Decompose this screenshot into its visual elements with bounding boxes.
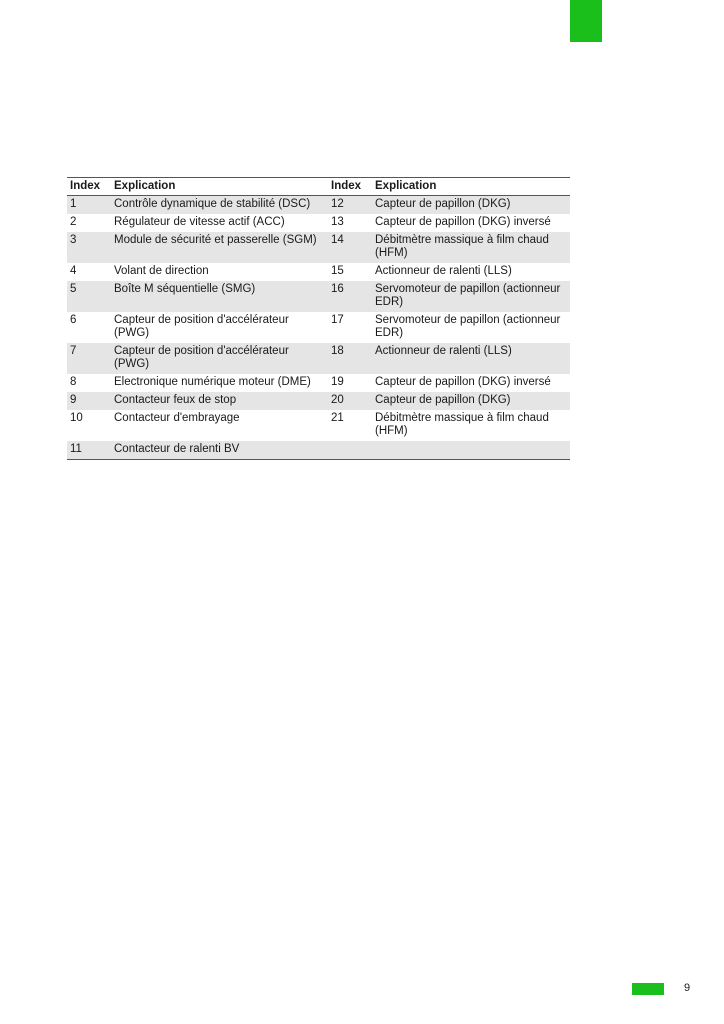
table-row [67,312,570,343]
row-explication-right [372,441,570,460]
row-explication-left: Contrôle dynamique de stabilité (DSC) [111,196,328,215]
table-row [67,232,570,263]
table-row [67,343,570,374]
row-index-left: 2 [70,216,77,228]
row-index-right: 19 [331,376,344,388]
row-index-right: 21 [331,412,344,424]
row-explication-left: Contacteur feux de stop [111,392,328,410]
row-explication-right: Actionneur de ralenti (LLS) [372,343,570,374]
row-index-left: 4 [70,265,77,277]
row-explication-left: Electronique numérique moteur (DME) [114,376,311,388]
header-explication-1: Explication [111,178,328,196]
table-row [67,410,570,441]
header-index-2: Index [328,178,372,196]
row-index-right: 13 [331,216,344,228]
row-explication-left: Contacteur d'embrayage [114,412,240,424]
row-explication-right: Actionneur de ralenti (LLS) [375,265,512,277]
row-index-left: 10 [70,412,83,424]
row-explication-right: Servomoteur de papillon (actionneur EDR) [375,314,561,339]
row-index-left: 11 [67,441,111,460]
row-index-left: 1 [67,196,111,215]
top-section-marker [570,0,602,42]
table-row [67,374,570,392]
row-index-right: 17 [331,314,344,326]
row-explication-right: Capteur de papillon (DKG) [372,392,570,410]
page-number: 9 [684,982,691,994]
row-index-right: 14 [328,232,372,263]
header-index-1: Index [67,178,111,196]
row-explication-left: Capteur de position d'accélérateur (PWG) [114,314,289,339]
index-table [67,177,570,460]
row-index-right: 15 [331,265,344,277]
header-explication-2: Explication [372,178,570,196]
table-row [67,281,570,312]
row-index-left: 5 [67,281,111,312]
row-index-right [328,441,372,460]
row-index-left: 6 [70,314,77,326]
table-row [67,214,570,232]
row-explication-right: Capteur de papillon (DKG) [372,196,570,215]
row-explication-right: Capteur de papillon (DKG) inversé [375,216,551,228]
row-explication-left: Boîte M séquentielle (SMG) [111,281,328,312]
row-explication-right: Débitmètre massique à film chaud (HFM) [372,232,570,263]
row-explication-left: Contacteur de ralenti BV [111,441,328,460]
row-index-left: 3 [67,232,111,263]
row-explication-right: Servomoteur de papillon (actionneur EDR) [372,281,570,312]
row-explication-left: Volant de direction [114,265,209,277]
row-explication-left: Capteur de position d'accélérateur (PWG) [111,343,328,374]
row-explication-right: Débitmètre massique à film chaud (HFM) [375,412,549,437]
row-index-left: 8 [70,376,77,388]
row-index-right: 16 [328,281,372,312]
table-row [67,441,570,460]
row-explication-left: Régulateur de vitesse actif (ACC) [114,216,285,228]
row-explication-left: Module de sécurité et passerelle (SGM) [111,232,328,263]
row-explication-right: Capteur de papillon (DKG) inversé [375,376,551,388]
row-index-right: 18 [328,343,372,374]
row-index-left: 9 [67,392,111,410]
row-index-right: 12 [328,196,372,215]
table-row [67,196,570,215]
table-header-row [67,178,570,196]
table-row [67,263,570,281]
table-row [67,392,570,410]
row-index-right: 20 [328,392,372,410]
bottom-section-marker [632,983,664,995]
row-index-left: 7 [67,343,111,374]
